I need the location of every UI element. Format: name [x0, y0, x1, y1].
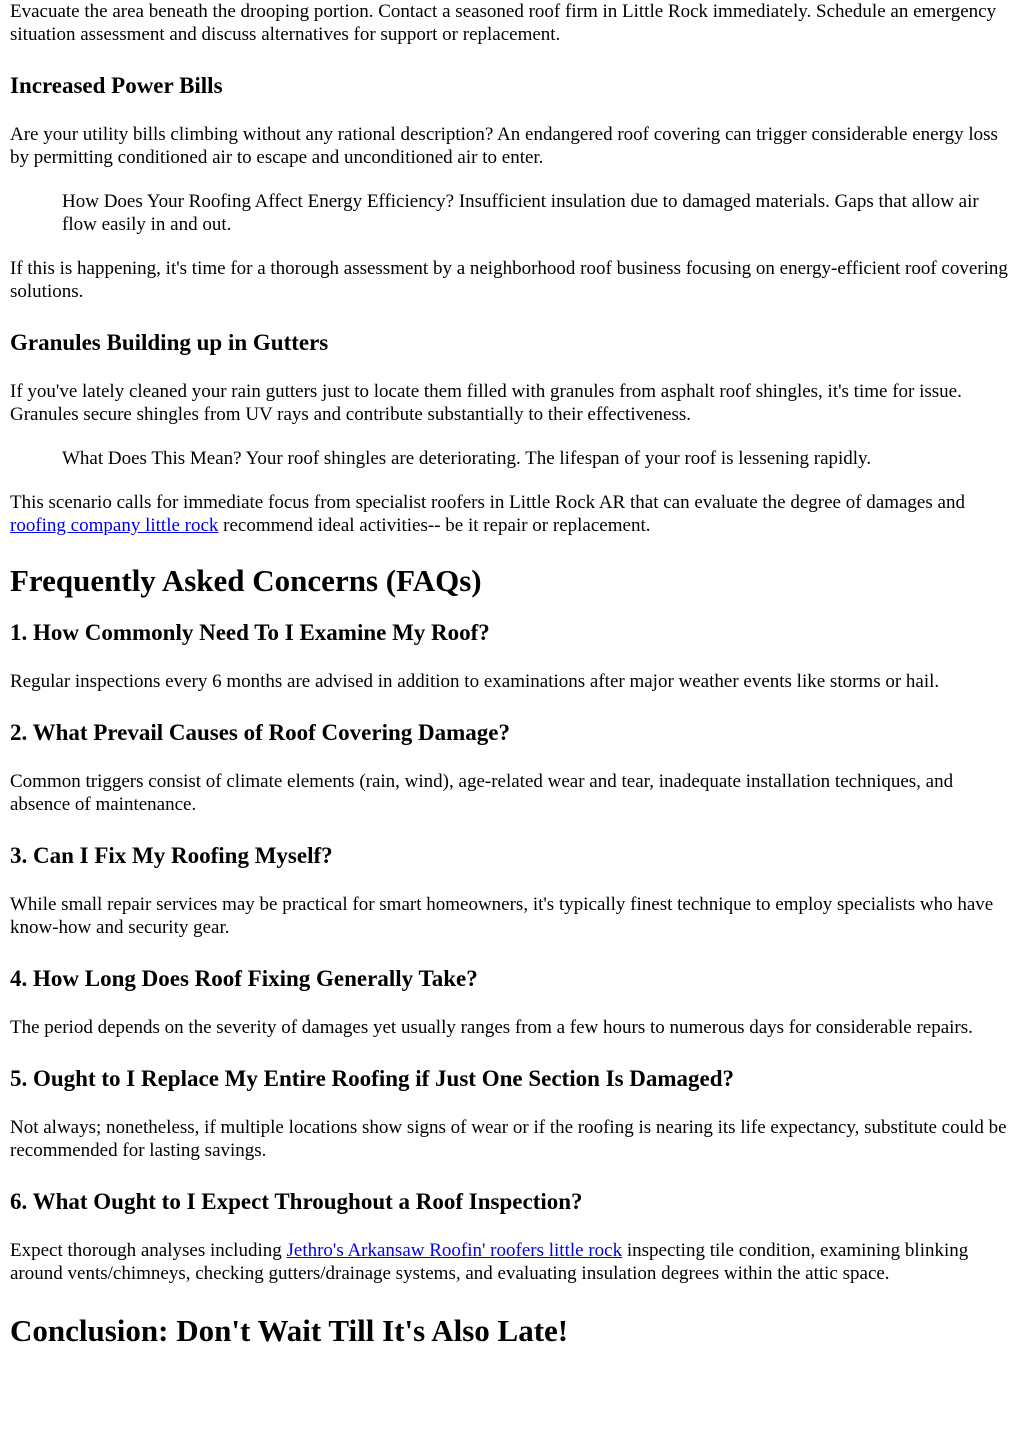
faq-heading: Frequently Asked Concerns (FAQs)	[10, 563, 482, 598]
faq-answer-1: Regular inspections every 6 months are advised in addition to examinations after major weather events like storms or hail.	[10, 671, 940, 692]
faq-answer-6	[10, 1239, 1014, 1285]
conclusion-heading: Conclusion: Don't Wait Till It's Also Late!	[10, 1313, 569, 1348]
faq-question-5: 5. Ought to I Replace My Entire Roofing if Just One Section Is Damaged?	[10, 1066, 735, 1091]
granules-followup-text-after: recommend ideal activities-- be it repair or replacement.	[218, 515, 651, 536]
jethros-roofers-link[interactable]: Jethro's Arkansaw Roofin' roofers little rock	[286, 1240, 623, 1261]
granules-followup-text-before: This scenario calls for immediate focus from specialist roofers in Little Rock AR that can evaluate the degree of damages and	[10, 492, 965, 513]
faq-question-6: 6. What Ought to I Expect Throughout a Roof Inspection?	[10, 1189, 583, 1214]
faq-answer-6-text-after: inspecting tile condition, examining blinking around vents/chimneys, checking gutters/drainage systems, and evaluating insulation degrees within the attic space.	[10, 1240, 969, 1284]
power-bills-followup: If this is happening, it's time for a thorough assessment by a neighborhood roof business focusing on energy-efficient roof covering solutions.	[10, 258, 1008, 302]
faq-answer-3: While small repair services may be practical for smart homeowners, it's typically finest technique to employ specialists who have know-how and security gear.	[10, 894, 994, 938]
faq-answer-5: Not always; nonetheless, if multiple locations show signs of wear or if the roofing is nearing its life expectancy, substitute could be recommended for lasting savings.	[10, 1117, 1007, 1161]
faq-question-4: 4. How Long Does Roof Fixing Generally Take?	[10, 966, 478, 991]
granules-followup	[10, 491, 1014, 537]
faq-question-3: 3. Can I Fix My Roofing Myself?	[10, 843, 333, 868]
section-heading-power-bills: Increased Power Bills	[10, 73, 223, 98]
granules-paragraph: If you've lately cleaned your rain gutters just to locate them filled with granules from asphalt roof shingles, it's time for issue. Granules secure shingles from UV rays and contribute substantially to their effectiveness.	[10, 381, 962, 425]
power-bills-paragraph: Are your utility bills climbing without any rational description? An endangered roof covering can trigger considerable energy loss by permitting conditioned air to escape and unconditioned air to enter.	[10, 124, 998, 168]
granules-quote: What Does This Mean? Your roof shingles are deteriorating. The lifespan of your roof is lessening rapidly.	[62, 448, 872, 469]
faq-answer-4: The period depends on the severity of damages yet usually ranges from a few hours to numerous days for considerable repairs.	[10, 1017, 973, 1038]
faq-question-2: 2. What Prevail Causes of Roof Covering Damage?	[10, 720, 510, 745]
power-bills-quote: How Does Your Roofing Affect Energy Efficiency? Insufficient insulation due to damaged materials. Gaps that allow air flow easily in and out.	[62, 191, 979, 235]
intro-paragraph: Evacuate the area beneath the drooping portion. Contact a seasoned roof firm in Little Rock immediately. Schedule an emergency situation assessment and discuss alternatives for support or replacement.	[10, 1, 997, 45]
faq-answer-2: Common triggers consist of climate elements (rain, wind), age-related wear and tear, inadequate installation techniques, and absence of maintenance.	[10, 771, 954, 815]
roofing-company-link[interactable]: roofing company little rock	[10, 515, 219, 536]
section-heading-granules: Granules Building up in Gutters	[10, 330, 329, 355]
faq-question-1: 1. How Commonly Need To I Examine My Roof?	[10, 620, 490, 645]
faq-answer-6-text-before: Expect thorough analyses including	[10, 1240, 287, 1261]
